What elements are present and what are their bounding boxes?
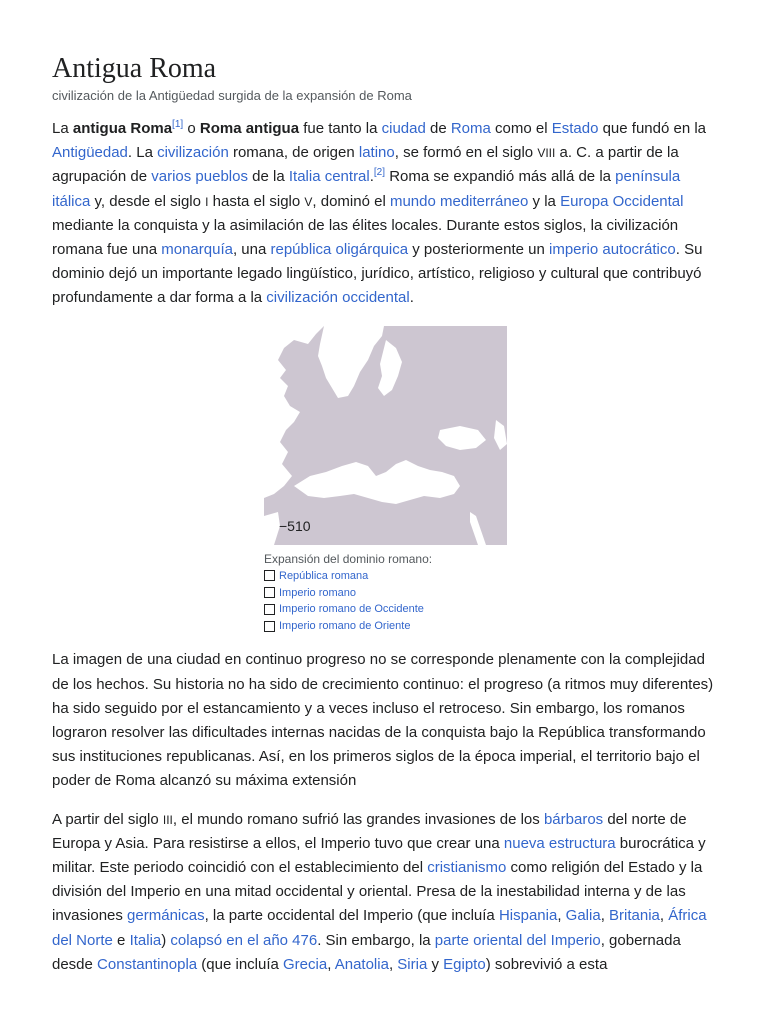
intro-paragraph <box>52 117 716 311</box>
link-europa-occidental[interactable]: Europa Occidental <box>560 192 684 210</box>
text: e <box>112 931 130 949</box>
link-civilizacion-occidental[interactable]: civilización occidental <box>266 289 410 307</box>
link-estado[interactable]: Estado <box>551 120 599 137</box>
text: , una <box>232 241 271 259</box>
map-figure <box>264 326 507 635</box>
text: ) sobrevivió a esta <box>485 955 608 973</box>
page-title: Antigua Roma <box>52 53 217 84</box>
link-hispania[interactable]: Hispania <box>498 907 558 925</box>
link-nueva-estructura[interactable]: nueva estructura <box>503 834 616 852</box>
text: Roma se expandió más allá de la <box>385 168 616 186</box>
text: , <box>600 907 610 925</box>
reference <box>172 119 183 130</box>
text: . La <box>127 144 158 162</box>
legend-link-imperio-occidente[interactable]: Imperio romano de Occidente <box>279 603 424 616</box>
text: . <box>409 289 414 307</box>
legend-link-republica-romana[interactable]: República romana <box>279 569 369 582</box>
map-year-label: −510 <box>279 517 311 534</box>
legend-item <box>264 601 507 618</box>
legend-swatch <box>264 587 275 598</box>
text: (que incluía <box>197 955 284 973</box>
link-egipto[interactable]: Egipto <box>443 955 486 973</box>
bold-term: Roma antigua <box>199 120 300 137</box>
text: romana, de origen <box>228 144 359 162</box>
link-peninsula-italica[interactable]: península itálica <box>52 168 681 210</box>
reference-link-2[interactable]: [2] <box>373 167 386 179</box>
page-subtitle: civilización de la Antigüedad surgida de la expansión de Roma <box>52 88 412 103</box>
text: mediante la conquista y la asimilación de las élites locales. Durante estos siglos, la civilización romana fue una <box>52 216 679 259</box>
text: , la parte occidental del Imperio (que incluía <box>204 907 499 925</box>
text: . <box>369 168 374 186</box>
roman-numeral: I <box>205 194 209 209</box>
roman-numeral: VIII <box>537 146 556 161</box>
history-paragraph: La imagen de una ciudad en continuo progreso no se corresponde plenamente con la complejidad de los hechos. Su historia no ha sido de crecimiento continuo: el progreso (a ritmos muy diferentes) ha sido seguido por el estancamiento y a veces incluso el retroceso. Sin embargo, los romanos lograron resolver las dificultades internas nacidas de la conquista bajo la República transformando sus instituciones republicanas. Así, en los primeros siglos de la época imperial, el territorio bajo el poder de Roma alcanzó su máxima extensión <box>52 651 714 790</box>
text: del norte de Europa y Asia. Para resistirse a ellos, el Imperio tuvo que crear una <box>52 810 687 852</box>
text: que fundó en la <box>598 120 707 137</box>
reference-link-1[interactable]: [1] <box>172 119 184 130</box>
link-cristianismo[interactable]: cristianismo <box>427 859 507 876</box>
text: , <box>557 907 566 925</box>
link-barbaros[interactable]: bárbaros <box>543 810 604 828</box>
text: La <box>52 120 73 137</box>
roman-numeral: V <box>304 194 313 209</box>
link-antiguedad[interactable]: Antigüedad <box>52 144 128 162</box>
link-constantinopla[interactable]: Constantinopla <box>97 955 198 973</box>
text: como el <box>490 120 552 137</box>
text: . Sin embargo, la <box>317 931 435 949</box>
text: , se formó en el siglo <box>394 144 538 162</box>
bold-term: antigua Roma <box>72 120 173 137</box>
legend-item <box>264 618 507 635</box>
link-latino[interactable]: latino <box>358 144 395 162</box>
link-varios-pueblos[interactable]: varios pueblos <box>151 168 248 186</box>
legend-swatch <box>264 570 275 581</box>
text: y posteriormente un <box>408 241 549 259</box>
text: como religión del Estado y la división del Imperio en una mitad occidental y oriental. Presa de la inestabilidad interna y de las invasiones <box>52 859 703 925</box>
reference <box>374 167 385 178</box>
text: burocrática y militar. Este periodo coincidió con el establecimiento del <box>52 834 706 876</box>
text: , <box>388 955 398 973</box>
legend-link-imperio-oriente[interactable]: Imperio romano de Oriente <box>279 620 411 633</box>
text: y <box>427 955 444 973</box>
legend-swatch <box>264 621 275 632</box>
text: de la <box>247 168 289 186</box>
map-legend <box>264 568 507 635</box>
text: o <box>183 120 200 137</box>
text: hasta el siglo <box>208 192 305 210</box>
link-parte-oriental[interactable]: parte oriental del Imperio <box>434 931 601 949</box>
text: A partir del siglo <box>52 810 163 828</box>
link-britania[interactable]: Britania <box>609 907 660 925</box>
text: de <box>425 120 451 137</box>
europe-map-image <box>264 326 507 545</box>
text: . Su dominio dejó un importante legado lingüístico, jurídico, artístico, religioso y cultural que contribuyó profundamente a dar forma a la <box>52 241 703 307</box>
link-ciudad[interactable]: ciudad <box>381 120 426 137</box>
link-africa-del-norte[interactable]: África del Norte <box>52 907 707 949</box>
link-siria[interactable]: Siria <box>397 955 428 973</box>
link-italia[interactable]: Italia <box>129 931 162 949</box>
legend-item <box>264 584 507 601</box>
link-roma[interactable]: Roma <box>450 120 491 137</box>
text: fue tanto la <box>299 120 382 137</box>
text: a. C. a partir de la agrupación de <box>52 144 679 186</box>
link-colapso-476[interactable]: colapsó en el año 476 <box>170 931 318 949</box>
legend-item <box>264 568 507 585</box>
link-civilizacion[interactable]: civilización <box>157 144 229 162</box>
link-imperio-autocratico[interactable]: imperio autocrático <box>549 241 676 259</box>
link-anatolia[interactable]: Anatolia <box>334 955 389 973</box>
link-italia-central[interactable]: Italia central <box>288 168 370 186</box>
map-caption: Expansión del dominio romano: <box>264 551 433 566</box>
text: y la <box>528 192 561 210</box>
decline-paragraph <box>52 808 716 977</box>
text: , <box>659 907 669 925</box>
text: , <box>327 955 335 973</box>
legend-link-imperio-romano[interactable]: Imperio romano <box>279 586 357 599</box>
link-galia[interactable]: Galia <box>565 907 601 925</box>
expansion-map[interactable] <box>264 326 507 545</box>
link-republica-oligarquica[interactable]: república oligárquica <box>270 241 409 259</box>
text: y, desde el siglo <box>90 192 206 210</box>
text: , dominó el <box>312 192 390 210</box>
link-germanicas[interactable]: germánicas <box>127 907 205 925</box>
legend-swatch <box>264 604 275 615</box>
link-mundo-mediterraneo[interactable]: mundo mediterráneo <box>389 192 529 210</box>
link-grecia[interactable]: Grecia <box>283 955 328 973</box>
roman-numeral: III <box>162 812 173 827</box>
text: , gobernada desde <box>52 931 681 973</box>
text: , el mundo romano sufrió las grandes invasiones de los <box>172 810 544 828</box>
link-monarquia[interactable]: monarquía <box>161 241 233 259</box>
text: ) <box>161 931 171 949</box>
